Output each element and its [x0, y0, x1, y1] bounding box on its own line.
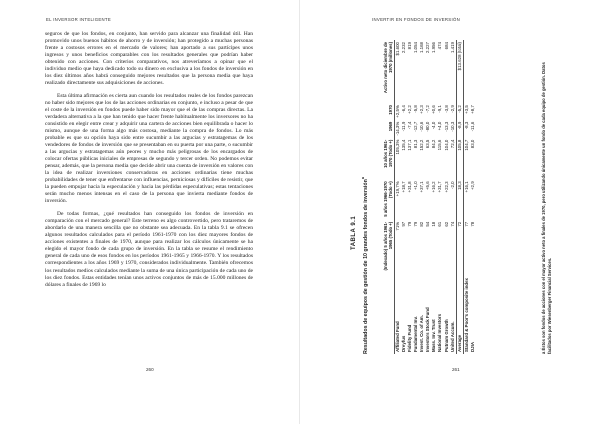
table-cell: -8,9 [456, 120, 463, 138]
table-cell: 1.168 [419, 42, 425, 53]
table-cell: 137,1 [407, 139, 412, 151]
table-cell: 104,7 [463, 138, 470, 180]
column-header: 1969 [383, 120, 394, 138]
table-cell: +8,7 [469, 105, 475, 114]
average-row [456, 40, 463, 354]
running-head-right: INVERTIR EN FONDOS DE INVERSIÓN [372, 17, 461, 22]
table-cell: +3,5 [463, 103, 470, 120]
table-cell: +18,7 [400, 181, 406, 193]
paragraph-1: seguros de que los fondos, en conjunto, han servido para alcanzar una finalidad útil. Han promovido unos buenos hábitos de ahorro y de inversión; han protegido a muchas personas frente a costosos errores en el mercado de valores; han aportado a sus partícipes unos ingresos y unos beneficios comparables con los resultados generales que podrían haber obtenido con acciones. Con criterios comparativos, nos atreveríamos a opinar que el individuo medio que haya dedicado todo su dinero en exclusiva a los fondos de inversión en los diez últimos años habrá conseguido mejores resultados que la persona media que haya realizado directamente sus adquisiciones de acciones. [45, 31, 253, 87]
table-cell: 474 [437, 42, 443, 50]
table-cell: DJIA [469, 341, 475, 352]
table-cell: Average [456, 276, 463, 354]
table-cell: -10,6 [419, 121, 425, 132]
table-cell: -12,7 [413, 121, 419, 132]
table-cell: -14,3% [394, 121, 400, 136]
table-cell: 63,5 [425, 139, 431, 149]
table-cell: 74 [449, 221, 455, 227]
table-cell: +19,7% [394, 181, 400, 197]
column-header: 10 años 1961-1970 (Todo +) [383, 138, 394, 180]
table-cell: 79 [407, 221, 412, 227]
table-cell: 62 [443, 221, 449, 227]
table-title-text: Resultados de equipos de gestión de 10 grandes fondos de inversión [362, 179, 369, 354]
rotated-table-area [345, 34, 567, 360]
table-cell: +2,2 [407, 105, 412, 114]
table-cell: Putnam Growth [443, 319, 449, 352]
table-cell: -13,3 [443, 121, 449, 132]
table-cell: 77 [463, 220, 470, 276]
table-cell: -9,1 [437, 105, 443, 113]
table-cell: 1.956 [431, 42, 437, 53]
body-text [45, 31, 253, 295]
table-cell: $13.628 (total) [456, 40, 463, 103]
table-cell: -80,0 [425, 121, 431, 132]
table-cell: +1,0 [413, 181, 419, 191]
table-cell [470, 40, 476, 103]
table-cell: 2.232 [400, 42, 406, 53]
table-cell: Mass. Inv. Trust [431, 319, 437, 352]
table-cell: 819 [407, 42, 412, 50]
table-cell [463, 40, 470, 103]
table-cell: 135,4 [400, 139, 406, 151]
table-cell: -7,2 [425, 105, 431, 113]
table-cell: 1.419 [449, 42, 455, 53]
table-cell: 18,3 [456, 179, 463, 219]
paragraph-2: Esta última afirmación es cierta aun cuando los resultados reales de los fondos parezcan no haber sido mejores que los de las acciones ordinarias en conjunto, e incluso a pesar de que el coste de la inversión en fondos puede haber sido mayor que el de las compras directas. La verdadera alternativa a la que han tenido que hacer frente habitualmente los inversores no ha consistido en elegir entre crear y adquirir una cartera de acciones bien equilibrada o hacer lo mismo, aunque de una forma algo más costosa, mediante la compra de fondos. Lo más probable es que su opción haya sido entre sucumbir a las argucias y estratagemas de los vendedores de fondos de inversión que se presentaban en su puerta por una parte, o sucumbir a las argucias y estratagemas aún peores y mucho más peligrosas de los encargados de colocar ofertas públicas iniciales de empresas de segundo y tercer orden. No podemos evitar pensar, además, que la persona media que decide abrir una cuenta de inversión en valores con la idea de realizar inversiones conservadoras en acciones ordinarias tiene muchas probabilidades de tener que enfrentarse con influencias, perniciosas y difíciles de resistir, que la pueden empujar hacia la especulación y hacia las pérdidas especulativas; estas tentaciones serán mucho menos intensas en el caso de la persona que invierta mediante fondos de inversión. [45, 93, 253, 205]
table-cell: +16,1 [463, 179, 470, 219]
table-cell: +31,7 [437, 181, 443, 193]
table-cell: 105,3% [394, 139, 400, 155]
table-cell: Investors Stock Fund [425, 307, 431, 352]
table-cell: 152,2 [419, 139, 425, 151]
table-cell: 72,4 [449, 139, 455, 149]
table-cell: 78 [469, 221, 475, 227]
table-cell: -4,0 [431, 121, 437, 130]
table-cell: 2.227 [425, 42, 431, 53]
paragraph-3: De todas formas, ¿qué resultados han conseguido los fondos de inversión en comparación con el mercado general? Este terreno es algo controvertido, pero trataremos de abordarlo de una manera sencilla que no obstante sea adecuada. En la tabla 9.1 se ofrecen algunos resultados calculados para el período 1961-1970 con los diez mayores fondos de acciones existentes a finales de 1970, aunque para realizar los cálculos únicamente se ha elegido el mayor fondo de cada grupo de inversión. En la tabla se resume el rendimiento general de cada uno de esos fondos en los períodos 1961-1965 y 1966-1970. Y los resultados correspondientes a los años 1969 y 1970, considerados individualmente. También ofrecemos los resultados medios calculados mediante la suma de una única participación de cada uno de los diez fondos. Estas entidades tenían unos activos conjuntos de más de 15.000 millones de dólares a finales de 1969 lo [45, 211, 253, 288]
table-header-row [383, 40, 394, 354]
table-cell: +4,0 [437, 121, 443, 131]
table-cell: 1.054 [413, 42, 419, 53]
table-cell: +22,3 [443, 181, 449, 193]
table-cell: 684 [443, 42, 449, 50]
column-header [383, 276, 394, 354]
table-title-sup: a [361, 177, 365, 180]
folio-left: 260 [146, 367, 154, 372]
table-body [394, 40, 476, 354]
table-cell: Dreyfus [400, 335, 406, 352]
table-cell: 84,2 [431, 139, 437, 149]
table-cell: -8,3 [463, 120, 470, 138]
table-cell: +37,1 [419, 181, 425, 193]
table-cell: +2,3 [419, 105, 425, 114]
table-cell: 104,0 [443, 139, 449, 151]
column-header: (Indexado) 5 años 1961-1965 (Todo +) [383, 220, 394, 276]
table-cell: United Accum. [449, 321, 455, 352]
index-row [463, 40, 470, 354]
table-cell: -6,4 [400, 105, 406, 113]
table-cell: 82 [419, 221, 425, 227]
table-cell: 83,0 [469, 139, 475, 149]
table-cell: Fidelity Fund [407, 324, 412, 352]
column-header: 1970 [383, 103, 394, 120]
results-table [383, 40, 476, 354]
folio-right: 261 [452, 367, 460, 372]
table-cell: National Investors [437, 313, 443, 352]
table-title [360, 44, 369, 354]
table-cell: Affiliated Fund [394, 321, 400, 352]
table-cell: 97 [400, 221, 406, 227]
table-row [394, 40, 401, 354]
table-cell: +2,5% [394, 105, 400, 118]
table-row [450, 40, 457, 354]
table-cell: 81,3 [413, 139, 419, 149]
table-cell: 115,6 [437, 139, 443, 151]
table-cell: 79 [413, 221, 419, 227]
table-cell: +0,6 [431, 105, 437, 114]
table-cell: -5,8 [413, 105, 419, 113]
column-header: Activo neto diciembre de 1970 (millones) [383, 40, 394, 103]
table-label: TABLA 9.1 [351, 215, 357, 250]
table-footnote: a Éstos son fondos de acciones con el mayor activo neto a finales de 1970, pero utilizando únicamente un fondo de cada equipo de gestión. Datos facilitados por Wiesenberger Financial Services. [541, 62, 552, 354]
table-cell: $1.600 [394, 42, 400, 56]
table-cell: 72 [456, 220, 463, 276]
table-cell: +31,8 [407, 181, 412, 193]
running-head-left: EL INVERSOR INTELIGENTE [46, 17, 111, 22]
table-cell: +16,2 [431, 181, 437, 193]
table-rotated [345, 34, 567, 360]
table-cell: 18 [431, 221, 437, 227]
table-cell: 54 [425, 221, 431, 227]
table-cell: -10,3 [449, 121, 455, 132]
index-row [470, 40, 476, 354]
table-cell: -5,2 [456, 103, 463, 120]
table-cell: +5,6 [425, 181, 431, 191]
table-cell: -11,9 [400, 121, 406, 132]
table-cell: -2,0 [449, 181, 455, 189]
table-cell: 105,8 [456, 138, 463, 180]
table-cell: -11,6 [469, 121, 475, 132]
table-cell: 71% [394, 221, 400, 231]
table-cell: -2,9 [449, 105, 455, 113]
table-cell: Fundamental Inv. [413, 316, 419, 352]
table-cell: +2,9 [469, 181, 475, 191]
table-cell: -3,8 [443, 105, 449, 113]
table-cell: Standard & Poor's composite index [463, 278, 469, 352]
table-cell: Invest. Co. of Am. [419, 315, 425, 352]
table-cell: -7,4 [407, 121, 412, 130]
column-header: 5 años 1966-1970 (Todo +) [383, 179, 394, 219]
table-cell: 61 [437, 221, 443, 227]
